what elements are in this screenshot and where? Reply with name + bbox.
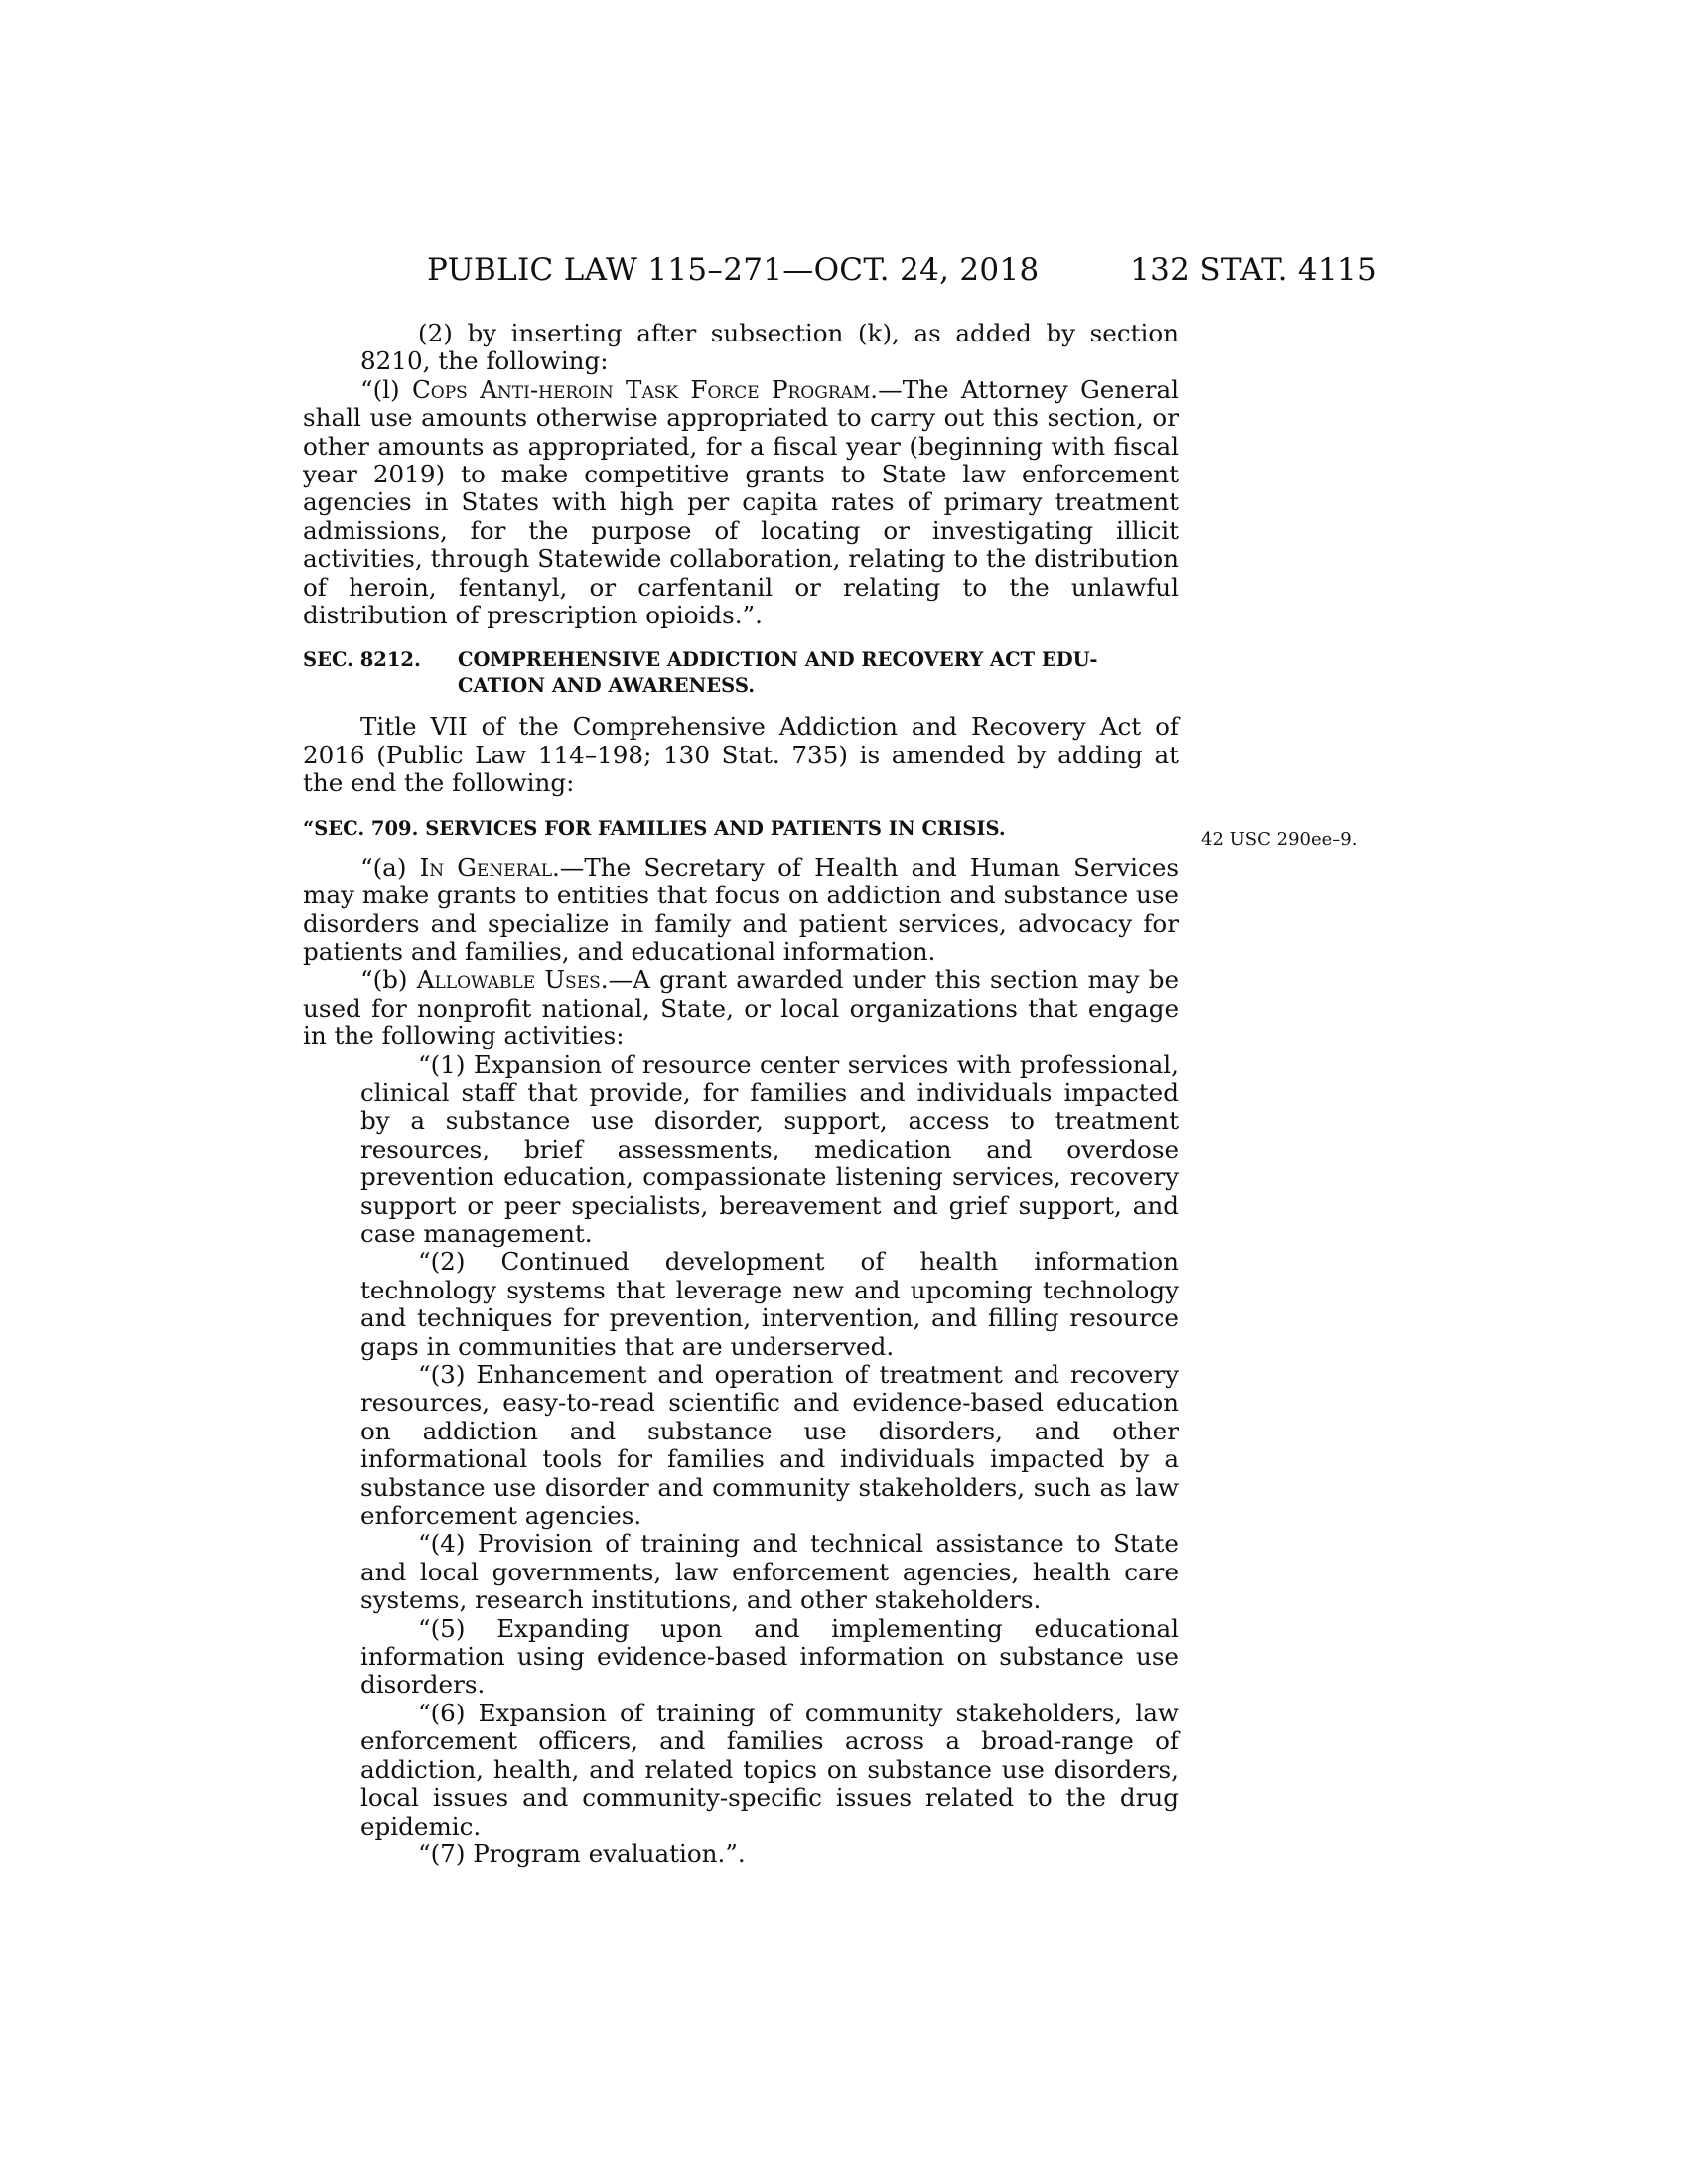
header-title: PUBLIC LAW 115–271—OCT. 24, 2018 bbox=[427, 252, 1040, 288]
paragraph-insert-instruction: (2) by inserting after subsection (k), as added by section 8210, the following: bbox=[360, 319, 1179, 376]
section-8212-title-line1: COMPREHENSIVE ADDICTION AND RECOVERY ACT EDU- bbox=[458, 648, 1098, 672]
list-item-6: “(6) Expansion of training of community stakeholders, law enforcement officers, and families across a broad-range of addiction, health, and related topics on substance use disorders, local issues and community-specific issues related to the drug epidemic. bbox=[360, 1698, 1179, 1841]
subsection-b-text: .—A grant awarded under this section may be used for nonprofit national, State, or local organizations that engage in the following activities: bbox=[303, 965, 1180, 1051]
subsection-b-allowable-uses bbox=[303, 966, 1179, 1050]
list-item-1: “(1) Expansion of resource center services with professional, clinical staff that provide, for families and individuals impacted by a substance use disorder, support, access to treatment resources, brief assessments, medication and overdose prevention education, compassionate listening services, recovery support or peer specialists, bereavement and grief support, and case management. bbox=[360, 1049, 1179, 1248]
list-item-7: “(7) Program evaluation.”. bbox=[418, 1839, 746, 1868]
cops-heading: Cops Anti-heroin Task Force Program bbox=[411, 374, 871, 404]
section-709-heading: “SEC. 709. SERVICES FOR FAMILIES AND PATIENTS IN CRISIS. bbox=[303, 816, 1006, 840]
list-item-4: “(4) Provision of training and technical assistance to State and local governments, law enforcement agencies, health care systems, research institutions, and other stakeholders. bbox=[360, 1529, 1179, 1615]
section-8212-title-line2: CATION AND AWARENESS. bbox=[458, 674, 755, 698]
section-8212-heading bbox=[303, 647, 1179, 699]
section-8212-number: SEC. 8212. bbox=[303, 648, 421, 672]
subsection-a-lead: “(a) bbox=[360, 852, 420, 882]
list-item-3: “(3) Enhancement and operation of treatment and recovery resources, easy-to-read scientific and evidence-based education on addiction and substance use disorders, and other informational tools for families and individuals impacted by a substance use disorder and community stakeholders, such as law enforcement agencies. bbox=[360, 1360, 1179, 1531]
margin-note-usc-citation: 42 USC 290ee–9. bbox=[1201, 829, 1358, 850]
cops-text: .—The Attorney General shall use amounts otherwise appropriated to carry out this section, or other amounts as appropriated, for a fiscal year (beginning with fiscal year 2019) to make competitive grants to State law enforcement agencies in States with high per capita rates of primary treatment admissions, for the purpose of locating or investigating illicit activities, through Statewide collaboration, relating to the distribution of heroin, fentanyl, or carfentanil or relating to the unlawful distribution of prescription opioids.”. bbox=[303, 374, 1179, 630]
list-item-5: “(5) Expanding upon and implementing educational information using evidence-based information on substance use disorders. bbox=[360, 1613, 1179, 1700]
header-stat-page: 132 STAT. 4115 bbox=[1130, 252, 1377, 288]
document-body bbox=[303, 320, 1179, 1868]
subsection-a-text: .—The Secretary of Health and Human Services may make grants to entities that focus on addiction and substance use disorders and specialize in family and patient services, advocacy for patients and families, and educational information. bbox=[303, 852, 1179, 966]
subsection-a-heading: In General bbox=[419, 852, 552, 882]
paragraph-cops-program bbox=[303, 376, 1179, 630]
subsection-b-heading: Allowable Uses bbox=[416, 965, 601, 995]
paragraph-section-8212-body: Title VII of the Comprehensive Addiction and Recovery Act of 2016 (Public Law 114–198; 130 Stat. 735) is amended by adding at the end the following: bbox=[303, 712, 1179, 798]
subsection-b-lead: “(b) bbox=[360, 965, 417, 995]
cops-lead: “(l) bbox=[360, 374, 412, 404]
subsection-a-general bbox=[303, 854, 1179, 967]
page-header bbox=[303, 252, 1377, 292]
list-item-2: “(2) Continued development of health information technology systems that leverage new and upcoming technology and techniques for prevention, intervention, and filling resource gaps in communities that are underserved. bbox=[360, 1247, 1179, 1361]
